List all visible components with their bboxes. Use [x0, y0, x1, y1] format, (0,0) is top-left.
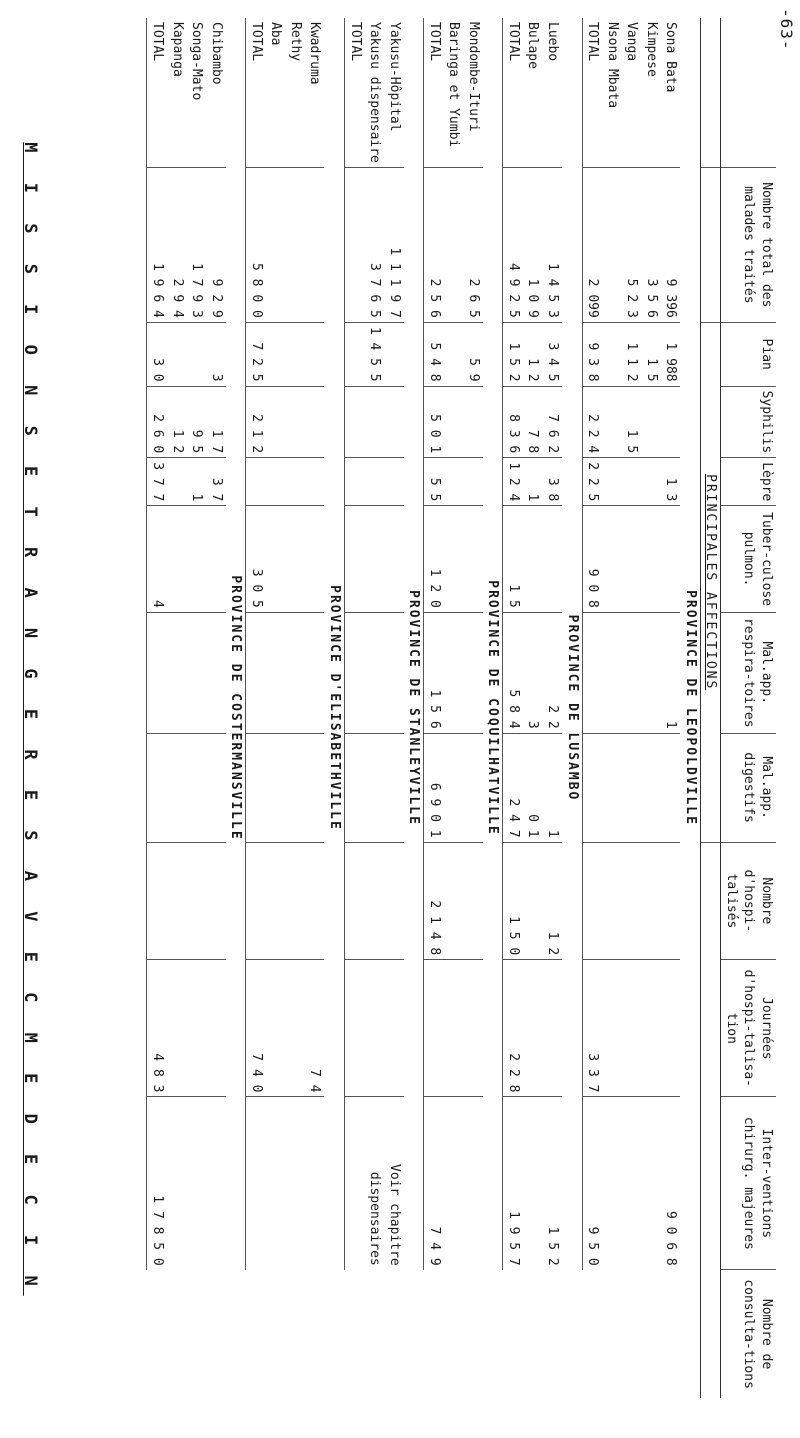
table-cell: 9 396: [661, 167, 681, 322]
table-cell: [167, 733, 187, 842]
table-cell: 1 5 0: [503, 842, 523, 960]
table-cell: [206, 733, 226, 842]
table-cell: [285, 842, 305, 960]
mission-name: Kapanga: [169, 22, 185, 77]
table-cell: 7 4: [305, 960, 325, 1097]
province-name: PROVINCE DE LEOPOLDVILLE: [682, 590, 698, 826]
province-name: PROVINCE DE COQUILHATVILLE: [485, 580, 501, 836]
table-cell: [641, 842, 661, 960]
table-cell: [285, 612, 305, 733]
total-row: [246, 18, 266, 1398]
table-row: [444, 18, 464, 1398]
header-syphilis: Syphilis: [721, 386, 776, 458]
table-cell: [285, 733, 305, 842]
table-cell: [206, 842, 226, 960]
table-cell: 1 5: [503, 506, 523, 612]
table-cell: 2 6 5: [463, 167, 483, 322]
table-cell: [622, 733, 642, 842]
mission-name: Chibambo: [208, 22, 224, 85]
table-cell: 5 8 4: [503, 612, 523, 733]
table-cell: [384, 612, 404, 733]
header-digestifs: Mal.app. digestifs: [721, 733, 776, 842]
table-cell: 9 5: [187, 386, 207, 458]
table-cell: 1 5: [641, 322, 661, 386]
table-cell: [444, 386, 464, 458]
table-cell: 3 7: [206, 458, 226, 506]
table-cell: 5 0 1: [424, 386, 444, 458]
table-cell: 1 5: [622, 386, 642, 458]
table-cell: 3 4 5: [542, 322, 562, 386]
table-cell: [661, 733, 681, 842]
table-cell: [285, 506, 305, 612]
province-row: [680, 18, 700, 1398]
table-cell: [622, 458, 642, 506]
mission-name: Yakusu-Hôpital: [386, 22, 402, 132]
table-cell: [285, 322, 305, 386]
table-cell: [187, 842, 207, 960]
table-cell: Voir chapitre: [384, 1097, 404, 1270]
table-cell: [344, 167, 364, 322]
province-name: PROVINCE DE COSTERMANSVILLE: [228, 575, 244, 841]
province-row: [562, 18, 582, 1398]
table-cell: [167, 1097, 187, 1270]
table-cell: [266, 506, 286, 612]
table-row: [384, 18, 404, 1398]
mission-name: Songa-Mato: [189, 22, 205, 101]
table-cell: [187, 960, 207, 1097]
table-cell: [424, 960, 444, 1097]
table-cell: 1 9 5 7: [503, 1097, 523, 1270]
header-principales: PRINCIPALES AFFECTIONS: [700, 322, 721, 842]
table-cell: [444, 612, 464, 733]
province-name: PROVINCE DE STANLEYVILLE: [406, 590, 422, 826]
mission-name: Bulape: [525, 22, 541, 69]
table-cell: [285, 1097, 305, 1270]
province-row: [324, 18, 344, 1398]
table-body: [147, 18, 700, 1398]
table-cell: 3 0: [147, 322, 167, 386]
table-cell: [641, 458, 661, 506]
table-cell: 1 9 6 4: [147, 167, 167, 322]
table-row: [602, 18, 622, 1398]
header-principales-row: [700, 18, 721, 1398]
table-cell: 1 1 1 9 7: [384, 167, 404, 322]
table-cell: [444, 322, 464, 386]
missions-table: [147, 18, 777, 1398]
table-cell: 3 0 5: [246, 506, 266, 612]
table-cell: 1 2: [523, 322, 543, 386]
table-cell: 1 5 2: [542, 1097, 562, 1270]
table-cell: 1: [661, 612, 681, 733]
table-cell: [602, 386, 622, 458]
header-respiratoires: Mal.app. respira-toires: [721, 612, 776, 733]
table-cell: 1 2 0: [424, 506, 444, 612]
table-row: [187, 18, 207, 1398]
total-row: [582, 18, 602, 1398]
header-total-malades: Nombre total des malades traités: [721, 167, 776, 322]
table-cell: 0 1: [523, 733, 543, 842]
table-cell: 7 8: [523, 386, 543, 458]
table-cell: [285, 960, 305, 1097]
table-cell: 3 3 7: [582, 960, 602, 1097]
table-cell: [266, 612, 286, 733]
table-cell: [206, 960, 226, 1097]
table-cell: [266, 842, 286, 960]
table-cell: [246, 458, 266, 506]
table-cell: [444, 458, 464, 506]
mission-name: TOTAL: [582, 18, 602, 167]
table-cell: 3 7 7: [147, 458, 167, 506]
table-row: [206, 18, 226, 1398]
table-cell: [167, 322, 187, 386]
table-cell: 9 3 8: [582, 322, 602, 386]
table-cell: 2 2: [542, 612, 562, 733]
table-cell: 9 2 9: [206, 167, 226, 322]
table-cell: 2 1 2: [246, 386, 266, 458]
table-cell: [365, 458, 385, 506]
table-cell: 1: [187, 458, 207, 506]
table-cell: 3 7 6 5: [365, 167, 385, 322]
table-row: [523, 18, 543, 1398]
table-cell: 4: [147, 506, 167, 612]
table-cell: 4 8 3: [147, 960, 167, 1097]
total-row: [147, 18, 167, 1398]
table-row: [285, 18, 305, 1398]
table-cell: 1 2: [542, 842, 562, 960]
table-cell: [444, 960, 464, 1097]
mission-name: TOTAL: [246, 18, 266, 167]
table-cell: [167, 458, 187, 506]
table-cell: 2 2 4: [582, 386, 602, 458]
table-cell: [147, 733, 167, 842]
table-cell: [305, 612, 325, 733]
mission-name: Kwadruma: [307, 22, 323, 85]
table-cell: [661, 842, 681, 960]
table-cell: [641, 506, 661, 612]
table-cell: [444, 1097, 464, 1270]
table-cell: [622, 506, 642, 612]
table-cell: [463, 960, 483, 1097]
table-cell: [641, 386, 661, 458]
table-cell: [187, 612, 207, 733]
table-cell: [206, 1097, 226, 1270]
table-cell: [167, 842, 187, 960]
table-cell: [147, 842, 167, 960]
table-cell: [167, 960, 187, 1097]
table-cell: [384, 960, 404, 1097]
page-number: -63-: [777, 8, 796, 51]
table-cell: 6 9 0 1: [424, 733, 444, 842]
table-cell: 3: [523, 612, 543, 733]
table-cell: [305, 1097, 325, 1270]
table-cell: [266, 386, 286, 458]
table-cell: dispensaires: [365, 1097, 385, 1270]
table-cell: [444, 506, 464, 612]
table-cell: 1 1 2: [622, 322, 642, 386]
table-cell: [305, 506, 325, 612]
table-cell: [542, 960, 562, 1097]
header-consultations: Nombre de consulta-tions: [721, 1270, 776, 1398]
table-cell: 2 2 5: [582, 458, 602, 506]
table-cell: [523, 842, 543, 960]
table-cell: [305, 458, 325, 506]
table-cell: [384, 386, 404, 458]
table-cell: 1 3: [661, 458, 681, 506]
header-lepre: Lèpre: [721, 458, 776, 506]
province-row: [226, 18, 246, 1398]
header-tuberculose: Tuber-culose pulmon.: [721, 506, 776, 612]
table-cell: [344, 458, 364, 506]
table-cell: [187, 322, 207, 386]
table-cell: 5 4 8: [424, 322, 444, 386]
table-cell: 9 0 6 8: [661, 1097, 681, 1270]
table-cell: 7 4 0: [246, 960, 266, 1097]
table-cell: [344, 733, 364, 842]
table-cell: 1 4 5 5: [365, 322, 385, 386]
table-cell: [384, 842, 404, 960]
table-cell: [266, 733, 286, 842]
table-cell: 7 4 9: [424, 1097, 444, 1270]
table-cell: [305, 322, 325, 386]
table-cell: 2 4 7: [503, 733, 523, 842]
table-cell: [246, 842, 266, 960]
header-row: [721, 18, 776, 1398]
mission-name: Baringa et Yumbi: [446, 22, 462, 148]
table-cell: [365, 612, 385, 733]
table-cell: 1 7 8 5 0: [147, 1097, 167, 1270]
table-cell: [206, 612, 226, 733]
table-cell: 1 988: [661, 322, 681, 386]
table-cell: [305, 167, 325, 322]
table-cell: [344, 1097, 364, 1270]
table-cell: 1 4 5 3: [542, 167, 562, 322]
table-cell: [344, 322, 364, 386]
table-cell: [622, 1097, 642, 1270]
mission-name: Nsona Mbata: [604, 22, 620, 109]
table-cell: [523, 1097, 543, 1270]
table-cell: [602, 612, 622, 733]
table-row: [463, 18, 483, 1398]
table-cell: 9 0 8: [582, 506, 602, 612]
table-row: [641, 18, 661, 1398]
table-row: [266, 18, 286, 1398]
total-row: [503, 18, 523, 1398]
table-cell: [344, 842, 364, 960]
table-cell: [384, 506, 404, 612]
table-cell: [463, 506, 483, 612]
table-cell: [463, 386, 483, 458]
table-cell: [384, 733, 404, 842]
mission-name: TOTAL: [424, 18, 444, 167]
table-cell: [602, 506, 622, 612]
province-row: [404, 18, 424, 1398]
header-hospitalises: Nombre d'hospi-talisés: [721, 842, 776, 960]
table-cell: [444, 842, 464, 960]
table-cell: 5 5: [424, 458, 444, 506]
table-cell: 7 6 2: [542, 386, 562, 458]
table-cell: [206, 506, 226, 612]
table-cell: 1 5 2: [503, 322, 523, 386]
table-cell: 5 8 0 0: [246, 167, 266, 322]
table-cell: [167, 506, 187, 612]
mission-name: Aba: [268, 22, 284, 46]
table-cell: [622, 612, 642, 733]
table-cell: [602, 167, 622, 322]
table-cell: 1 2 4: [503, 458, 523, 506]
table-cell: [542, 506, 562, 612]
table-cell: 3 8: [542, 458, 562, 506]
table-cell: 1: [523, 458, 543, 506]
table-cell: [246, 733, 266, 842]
table-cell: 1 5 6: [424, 612, 444, 733]
table-cell: [622, 960, 642, 1097]
table-cell: [463, 842, 483, 960]
table-cell: [523, 960, 543, 1097]
mission-name: Kimpese: [643, 22, 659, 77]
mission-name: Luebo: [544, 22, 560, 62]
table-cell: [266, 960, 286, 1097]
table-cell: [365, 842, 385, 960]
province-row: [483, 18, 503, 1398]
table-row: [365, 18, 385, 1398]
table-cell: [365, 506, 385, 612]
table-cell: [344, 612, 364, 733]
table-cell: 9 5 0: [582, 1097, 602, 1270]
table-cell: [384, 458, 404, 506]
table-cell: [582, 733, 602, 842]
table-row: [542, 18, 562, 1398]
table-row: [661, 18, 681, 1398]
table-cell: [602, 960, 622, 1097]
table-cell: [602, 842, 622, 960]
header-pian: Pian: [721, 322, 776, 386]
table-cell: 7 2 5: [246, 322, 266, 386]
mission-name: Rethy: [287, 22, 303, 62]
table-cell: [305, 733, 325, 842]
table-cell: [266, 322, 286, 386]
total-row: [424, 18, 444, 1398]
table-cell: 5 2 3: [622, 167, 642, 322]
table-cell: [602, 733, 622, 842]
header-interventions: Inter-ventions chirurg. majeures: [721, 1097, 776, 1270]
province-name: PROVINCE D'ELISABETHVILLE: [326, 585, 342, 831]
table-cell: [266, 167, 286, 322]
table-cell: [285, 458, 305, 506]
table-cell: 1 7: [206, 386, 226, 458]
mission-name: Sona Bata: [663, 22, 679, 93]
table-cell: 8 3 6: [503, 386, 523, 458]
table-cell: 2 6 0: [147, 386, 167, 458]
mission-name: TOTAL: [344, 18, 364, 167]
table-row: [167, 18, 187, 1398]
table-cell: [246, 612, 266, 733]
table-cell: [641, 733, 661, 842]
table-cell: [365, 386, 385, 458]
table-cell: 1 0 9: [523, 167, 543, 322]
table-cell: 1 2: [167, 386, 187, 458]
table-cell: 3 5 6: [641, 167, 661, 322]
table-cell: [444, 167, 464, 322]
table-cell: [285, 167, 305, 322]
table-cell: [602, 458, 622, 506]
table-cell: [582, 612, 602, 733]
table-cell: [384, 322, 404, 386]
table-cell: [285, 386, 305, 458]
table-cell: [641, 612, 661, 733]
table-cell: [602, 322, 622, 386]
table-cell: [444, 733, 464, 842]
table-cell: [463, 1097, 483, 1270]
table-cell: 2 2 8: [503, 960, 523, 1097]
table-cell: [344, 960, 364, 1097]
table-cell: [246, 1097, 266, 1270]
mission-name: Vanga: [624, 22, 640, 62]
table-cell: 4 9 2 5: [503, 167, 523, 322]
table-cell: [147, 612, 167, 733]
table-cell: [463, 612, 483, 733]
table-cell: [365, 733, 385, 842]
table-cell: [187, 1097, 207, 1270]
header-journees: Journées d'hospi-talisa-tion: [721, 960, 776, 1097]
table-cell: [463, 458, 483, 506]
table-cell: [622, 842, 642, 960]
table-cell: 3: [206, 322, 226, 386]
table-cell: [602, 1097, 622, 1270]
table-cell: [582, 842, 602, 960]
table-cell: [344, 506, 364, 612]
table-cell: [187, 733, 207, 842]
table-row: [622, 18, 642, 1398]
mission-name: Mondombe-Ituri: [465, 22, 481, 132]
table-cell: [187, 506, 207, 612]
table-cell: [344, 386, 364, 458]
table-cell: 2 9 4: [167, 167, 187, 322]
mission-name: TOTAL: [147, 18, 167, 167]
table-cell: [365, 960, 385, 1097]
table-cell: [641, 1097, 661, 1270]
table-cell: 2 5 6: [424, 167, 444, 322]
page-title: M I S S I O N S E T R A N G E R E S A V E C M E D E C I N: [20, 142, 40, 1296]
table-cell: [305, 842, 325, 960]
table-cell: [641, 960, 661, 1097]
header-mission: [721, 18, 776, 167]
table-cell: [523, 506, 543, 612]
table-row: [305, 18, 325, 1398]
mission-name: Yakusu dispensaire: [367, 22, 383, 163]
table-cell: [266, 458, 286, 506]
table-cell: [266, 1097, 286, 1270]
table-cell: 5 9: [463, 322, 483, 386]
table-cell: 2 1 4 8: [424, 842, 444, 960]
table-cell: 2 099: [582, 167, 602, 322]
table-cell: 1: [542, 733, 562, 842]
province-name: PROVINCE DE LUSAMBO: [564, 614, 580, 802]
table-cell: [463, 733, 483, 842]
table-cell: [661, 960, 681, 1097]
table-cell: 1 7 9 3: [187, 167, 207, 322]
table-cell: [661, 506, 681, 612]
total-row: [344, 18, 364, 1398]
mission-name: TOTAL: [503, 18, 523, 167]
table-cell: [661, 386, 681, 458]
table-cell: [167, 612, 187, 733]
table-cell: [305, 386, 325, 458]
